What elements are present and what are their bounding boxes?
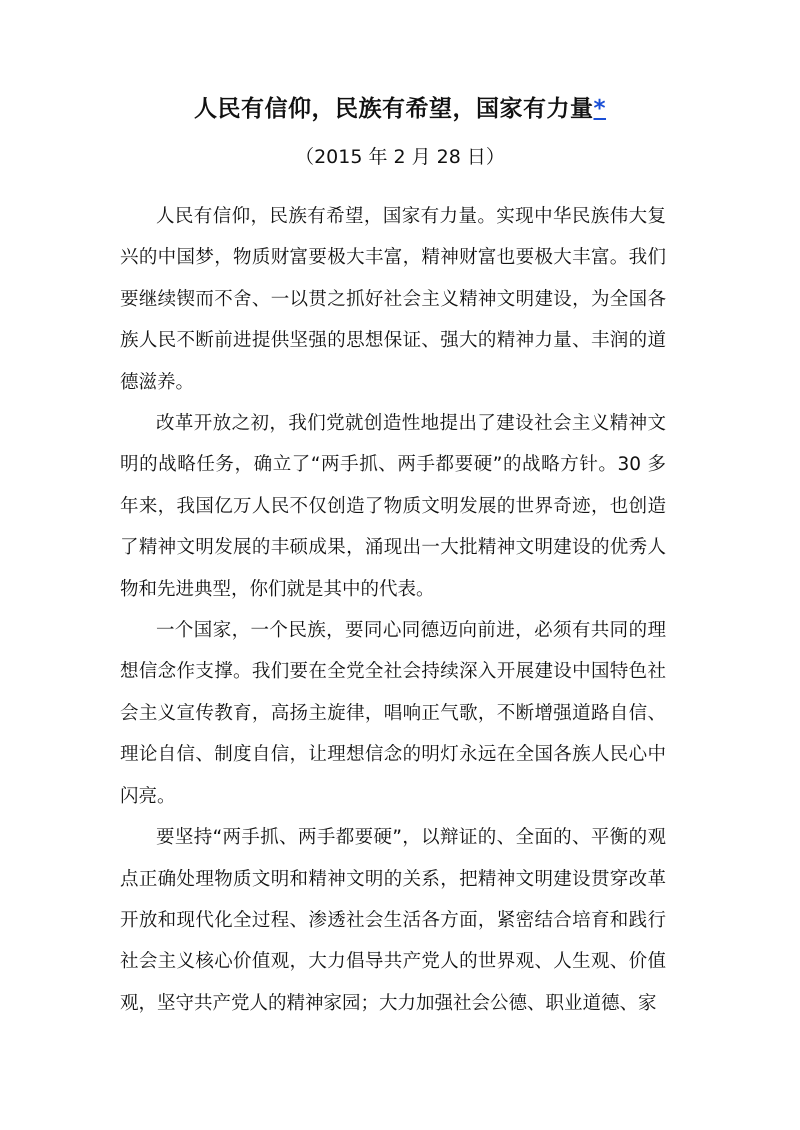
paragraph: 要坚持“两手抓、两手都要硬”，以辩证的、全面的、平衡的观点正确处理物质文明和精神文明的关系，把精神文明建设贯穿改革开放和现代化全过程、渗透社会生活各方面，紧密结合培育和践行社会主义核心价值观，大力倡导共产党人的世界观、人生观、价值观，坚守共产党人的精神家园；大力加强社会公德、职业道德、家	[120, 827, 666, 1014]
document-body	[120, 196, 666, 1024]
paragraph: 人民有信仰，民族有希望，国家有力量。实现中华民族伟大复兴的中国梦，物质财富要极大丰富，精神财富也要极大丰富。我们要继续锲而不舍、一以贯之抓好社会主义精神文明建设，为全国各族人民不断前进提供坚强的思想保证、强大的精神力量、丰润的道德滋养。	[120, 206, 666, 393]
footnote-link[interactable]: *	[593, 96, 607, 122]
paragraph: 改革开放之初，我们党就创造性地提出了建设社会主义精神文明的战略任务，确立了“两手抓、两手都要硬”的战略方针。30 多年来，我国亿万人民不仅创造了物质文明发展的世界奇迹，也创造了精神文明发展的丰硕成果，涌现出一大批精神文明建设的优秀人物和先进典型，你们就是其中的代表。	[120, 413, 666, 600]
document-title	[0, 92, 800, 126]
paragraph: 一个国家，一个民族，要同心同德迈向前进，必须有共同的理想信念作支撑。我们要在全党全社会持续深入开展建设中国特色社会主义宣传教育，高扬主旋律，唱响正气歌，不断增强道路自信、理论自信、制度自信，让理想信念的明灯永远在全国各族人民心中闪亮。	[120, 620, 666, 807]
title-text: 人民有信仰，民族有希望，国家有力量	[193, 96, 594, 122]
document-date: （2015 年 2 月 28 日）	[295, 146, 505, 168]
